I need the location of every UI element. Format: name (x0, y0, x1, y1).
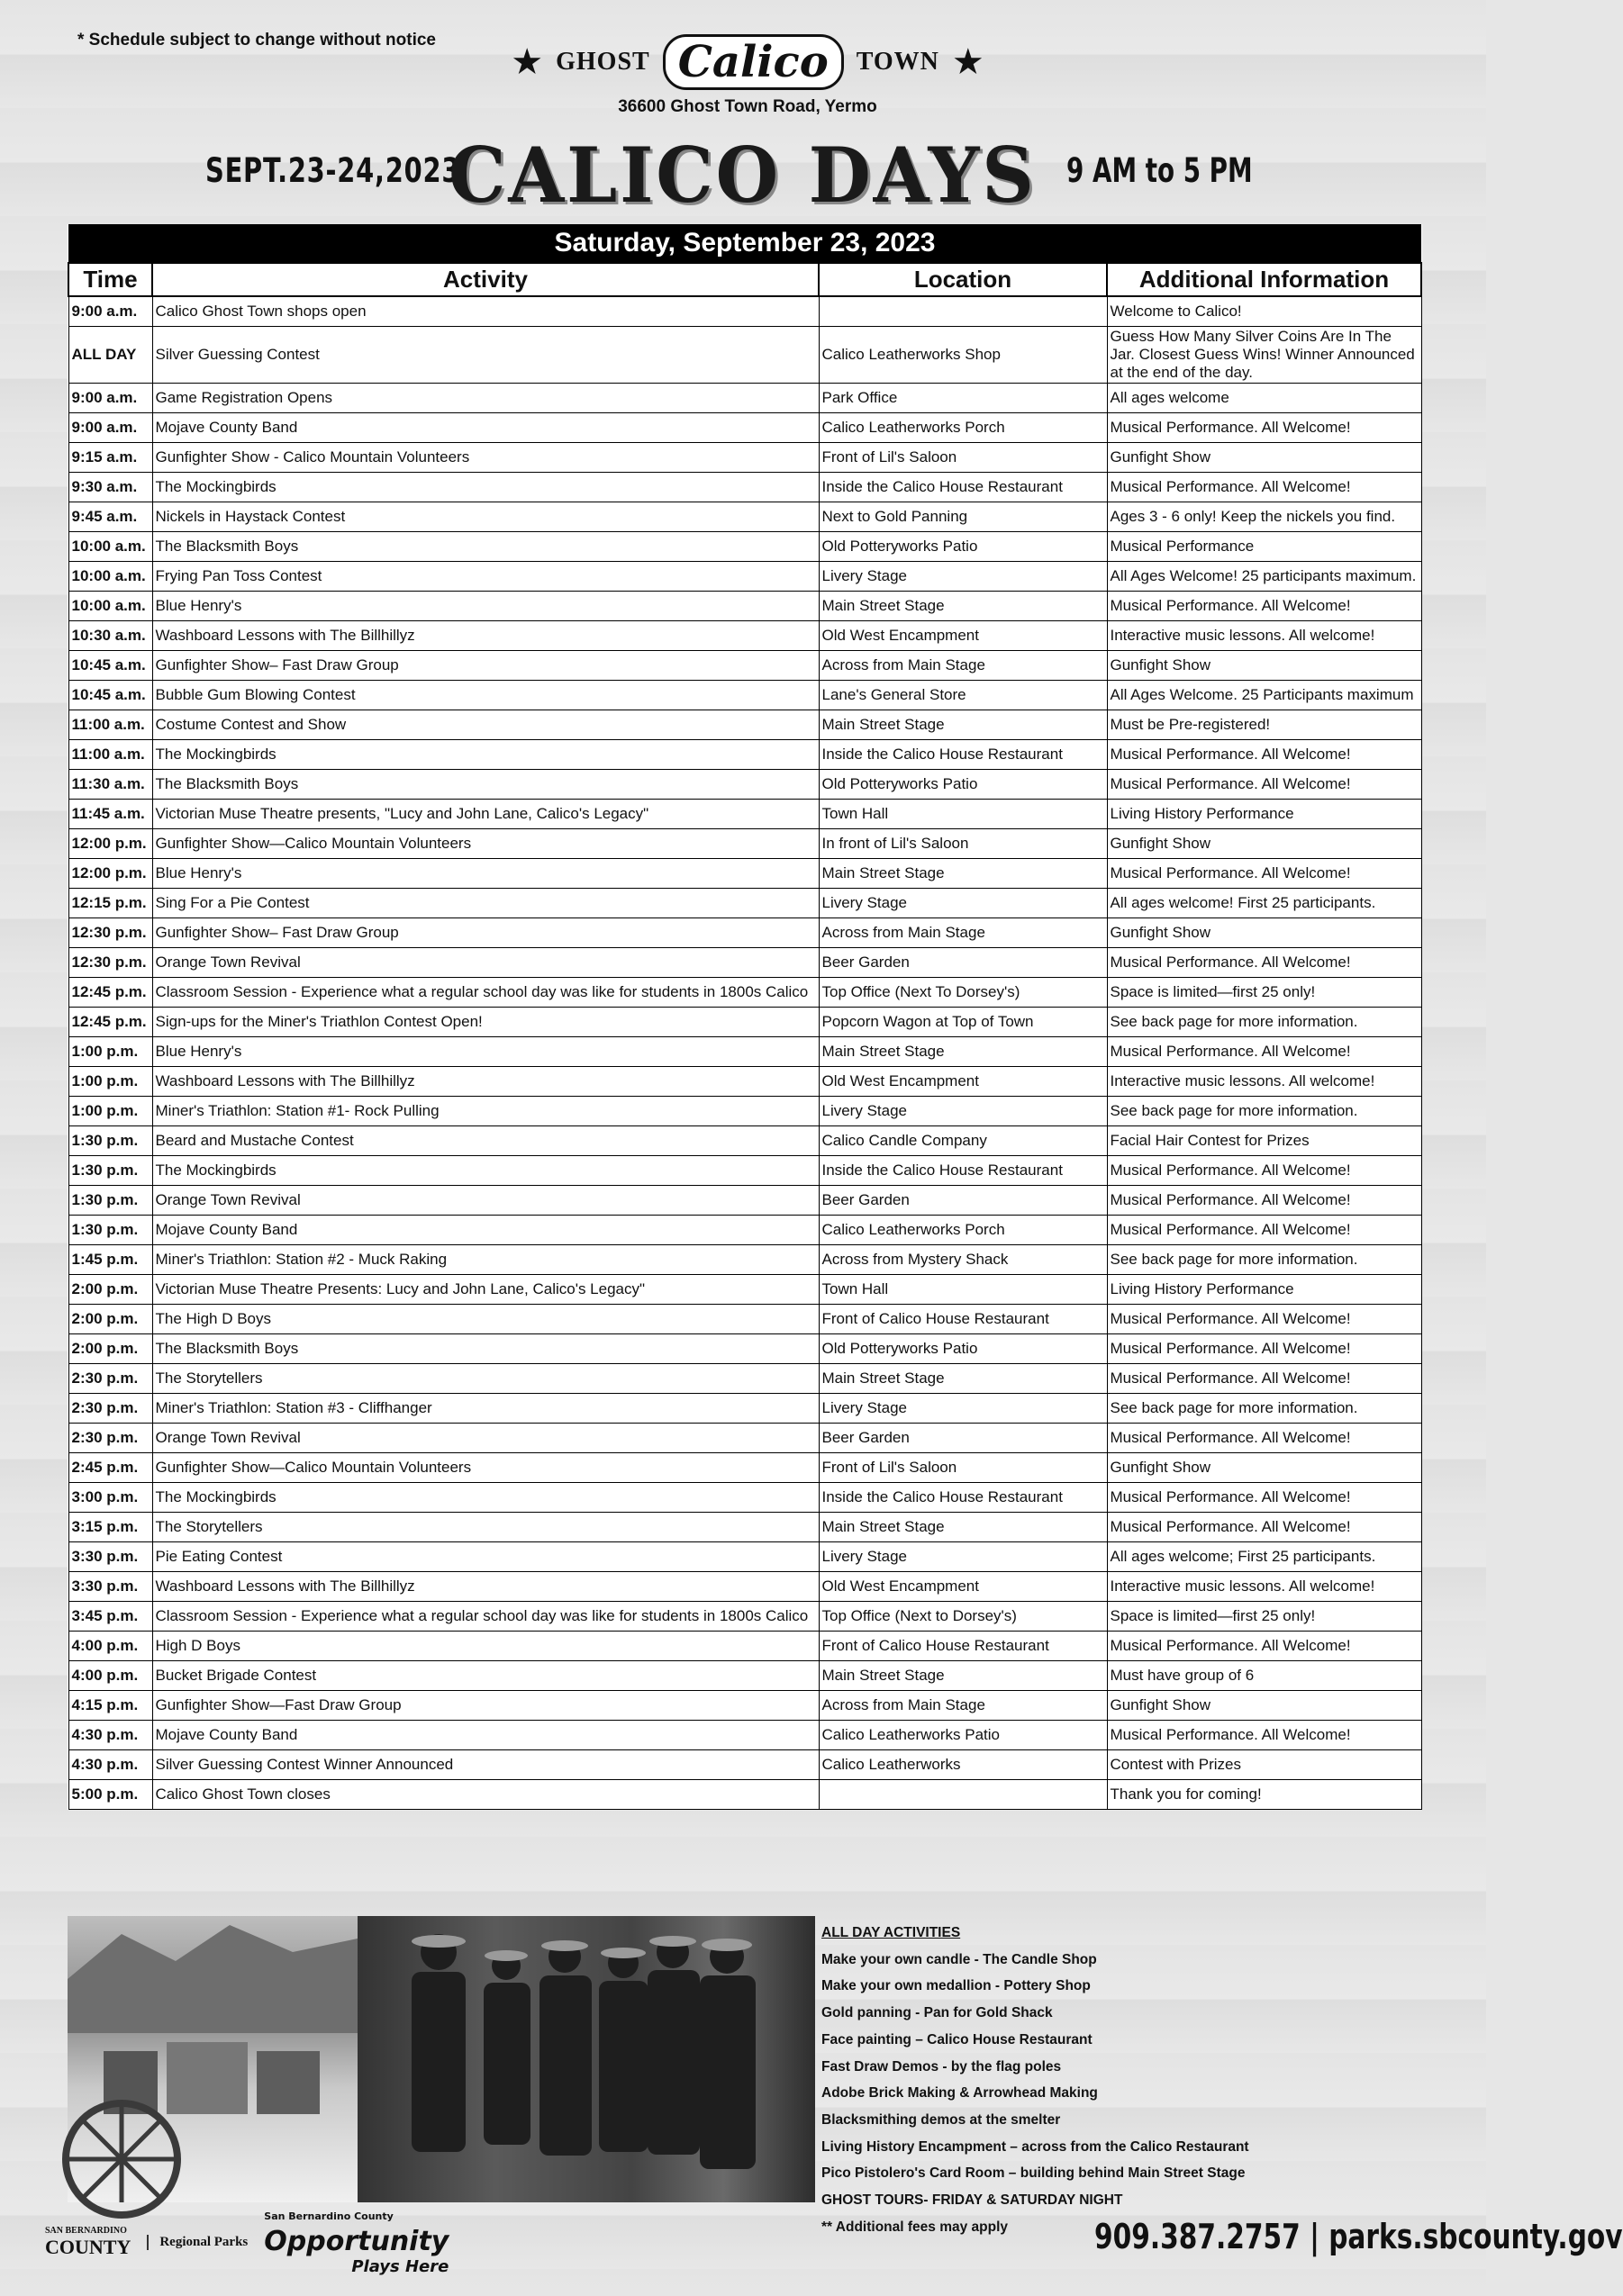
time-cell: 1:00 p.m. (68, 1067, 152, 1097)
info-cell: See back page for more information. (1107, 1097, 1421, 1126)
time-cell: 1:30 p.m. (68, 1216, 152, 1245)
info-cell: Musical Performance. All Welcome! (1107, 948, 1421, 978)
info-cell: Musical Performance (1107, 532, 1421, 562)
activity-cell: Classroom Session - Experience what a regular school day was like for students in 1800s Calico (152, 1602, 819, 1632)
table-row (68, 1394, 1421, 1424)
table-row (68, 1245, 1421, 1275)
address: 36600 Ghost Town Road, Yermo (618, 97, 877, 116)
table-row (68, 1424, 1421, 1453)
info-cell: Gunfight Show (1107, 1691, 1421, 1721)
activity-cell: Washboard Lessons with The Billhillyz (152, 1572, 819, 1602)
activity-cell: Game Registration Opens (152, 384, 819, 413)
time-cell: 10:00 a.m. (68, 562, 152, 592)
activity-item: Make your own medallion - Pottery Shop (821, 1978, 1091, 1994)
time-cell: 9:00 a.m. (68, 384, 152, 413)
event-hours: 9 AM to 5 PM (1066, 151, 1253, 190)
activity-cell: Silver Guessing Contest Winner Announced (152, 1750, 819, 1780)
activity-cell: Calico Ghost Town shops open (152, 296, 819, 327)
info-cell: Musical Performance. All Welcome! (1107, 1186, 1421, 1216)
time-cell: 11:00 a.m. (68, 740, 152, 770)
table-row (68, 889, 1421, 918)
table-row (68, 562, 1421, 592)
activity-item: Gold panning - Pan for Gold Shack (821, 2005, 1053, 2021)
time-cell: 2:30 p.m. (68, 1364, 152, 1394)
activity-cell: The Blacksmith Boys (152, 770, 819, 800)
table-row (68, 1216, 1421, 1245)
time-cell: 2:00 p.m. (68, 1275, 152, 1305)
activity-cell: The Blacksmith Boys (152, 1334, 819, 1364)
info-cell: Gunfight Show (1107, 829, 1421, 859)
location-cell: Next to Gold Panning (819, 502, 1107, 532)
location-cell: Calico Leatherworks Porch (819, 413, 1107, 443)
time-cell: 10:00 a.m. (68, 592, 152, 621)
event-dates: SEPT.23-24,2023 (205, 151, 461, 190)
activity-cell: Blue Henry's (152, 859, 819, 889)
table-row (68, 1513, 1421, 1542)
time-cell: 9:00 a.m. (68, 296, 152, 327)
activity-cell: Gunfighter Show– Fast Draw Group (152, 918, 819, 948)
time-cell: 2:45 p.m. (68, 1453, 152, 1483)
location-cell: Across from Mystery Shack (819, 1245, 1107, 1275)
table-row (68, 948, 1421, 978)
activity-cell: Nickels in Haystack Contest (152, 502, 819, 532)
activity-item: Adobe Brick Making & Arrowhead Making (821, 2085, 1098, 2102)
info-cell: Musical Performance. All Welcome! (1107, 1483, 1421, 1513)
miners-photo (358, 1916, 815, 2202)
info-cell: Welcome to Calico! (1107, 296, 1421, 327)
activity-cell: The Mockingbirds (152, 1156, 819, 1186)
location-cell: Popcorn Wagon at Top of Town (819, 1008, 1107, 1037)
opp-word: Opportunity (264, 2226, 449, 2257)
info-cell: Living History Performance (1107, 800, 1421, 829)
activity-item: ** Additional fees may apply (821, 2219, 1009, 2235)
time-cell: 12:15 p.m. (68, 889, 152, 918)
location-cell: Calico Candle Company (819, 1126, 1107, 1156)
activity-cell: Miner's Triathlon: Station #1- Rock Pulling (152, 1097, 819, 1126)
time-cell: 3:15 p.m. (68, 1513, 152, 1542)
page-title: CALICO DAYS (449, 131, 1037, 220)
activity-cell: Victorian Muse Theatre Presents: Lucy and John Lane, Calico's Legacy" (152, 1275, 819, 1305)
info-cell: Contest with Prizes (1107, 1750, 1421, 1780)
location-cell: Main Street Stage (819, 859, 1107, 889)
time-cell: 4:15 p.m. (68, 1691, 152, 1721)
info-cell: Musical Performance. All Welcome! (1107, 1424, 1421, 1453)
time-cell: 4:00 p.m. (68, 1632, 152, 1661)
location-cell: Calico Leatherworks Shop (819, 327, 1107, 384)
activity-item: Blacksmithing demos at the smelter (821, 2111, 1061, 2128)
info-cell: Musical Performance. All Welcome! (1107, 413, 1421, 443)
table-row (68, 1067, 1421, 1097)
location-cell: Beer Garden (819, 1186, 1107, 1216)
location-cell: Town Hall (819, 800, 1107, 829)
time-cell: 4:30 p.m. (68, 1750, 152, 1780)
activity-item: Living History Encampment – across from the Calico Restaurant (821, 2138, 1249, 2155)
location-cell: Inside the Calico House Restaurant (819, 1156, 1107, 1186)
time-cell: 2:00 p.m. (68, 1334, 152, 1364)
sponsor-logos (45, 2204, 449, 2280)
activity-cell: Orange Town Revival (152, 1186, 819, 1216)
table-row (68, 1364, 1421, 1394)
time-cell: 10:30 a.m. (68, 621, 152, 651)
time-cell: 9:45 a.m. (68, 502, 152, 532)
table-row (68, 532, 1421, 562)
location-cell: Calico Leatherworks Patio (819, 1721, 1107, 1750)
time-cell: 12:30 p.m. (68, 948, 152, 978)
activity-cell: Gunfighter Show—Calico Mountain Volunteers (152, 829, 819, 859)
location-cell: Main Street Stage (819, 592, 1107, 621)
col-header-time: Time (68, 263, 152, 296)
info-cell: Musical Performance. All Welcome! (1107, 740, 1421, 770)
contact-info: 909.387.2757 | parks.sbcounty.gov (1094, 2217, 1623, 2256)
info-cell: See back page for more information. (1107, 1008, 1421, 1037)
location-cell: Main Street Stage (819, 1037, 1107, 1067)
location-cell: Across from Main Stage (819, 918, 1107, 948)
regional-parks-logo: Regional Parks (147, 2235, 248, 2250)
activity-cell: Classroom Session - Experience what a regular school day was like for students in 1800s Calico (152, 978, 819, 1008)
location-cell (819, 296, 1107, 327)
location-cell: Beer Garden (819, 1424, 1107, 1453)
info-cell: Must have group of 6 (1107, 1661, 1421, 1691)
info-cell: Thank you for coming! (1107, 1780, 1421, 1810)
info-cell: Musical Performance. All Welcome! (1107, 1334, 1421, 1364)
table-row (68, 1542, 1421, 1572)
time-cell: 1:45 p.m. (68, 1245, 152, 1275)
table-row (68, 621, 1421, 651)
location-cell: Old Potteryworks Patio (819, 532, 1107, 562)
table-row (68, 710, 1421, 740)
info-cell: Space is limited—first 25 only! (1107, 1602, 1421, 1632)
location-cell: Across from Main Stage (819, 1691, 1107, 1721)
table-row (68, 1305, 1421, 1334)
location-cell (819, 1780, 1107, 1810)
location-cell: Old West Encampment (819, 1572, 1107, 1602)
time-cell: 4:30 p.m. (68, 1721, 152, 1750)
all-day-heading: ALL DAY ACTIVITIES (821, 1925, 961, 1940)
info-cell: Musical Performance. All Welcome! (1107, 859, 1421, 889)
county-logo (45, 2226, 131, 2259)
table-row (68, 1097, 1421, 1126)
location-cell: Beer Garden (819, 948, 1107, 978)
time-cell: 12:00 p.m. (68, 829, 152, 859)
activity-cell: Sing For a Pie Contest (152, 889, 819, 918)
time-cell: 11:45 a.m. (68, 800, 152, 829)
location-cell: Main Street Stage (819, 1513, 1107, 1542)
activity-cell: Gunfighter Show—Fast Draw Group (152, 1691, 819, 1721)
activity-item: Fast Draw Demos - by the flag poles (821, 2058, 1062, 2075)
opportunity-logo (264, 2204, 449, 2280)
table-row (68, 770, 1421, 800)
activity-cell: Pie Eating Contest (152, 1542, 819, 1572)
location-cell: Livery Stage (819, 562, 1107, 592)
star-icon: ★ (951, 42, 984, 82)
table-row (68, 1750, 1421, 1780)
day-title: Saturday, September 23, 2023 (68, 224, 1421, 263)
table-row (68, 1632, 1421, 1661)
activity-item: Face painting – Calico House Restaurant (821, 2031, 1093, 2047)
time-cell: 2:30 p.m. (68, 1394, 152, 1424)
star-icon: ★ (511, 42, 544, 82)
logo-ghost: GHOST (556, 48, 650, 76)
time-cell: 11:30 a.m. (68, 770, 152, 800)
table-row (68, 978, 1421, 1008)
time-cell: 3:30 p.m. (68, 1542, 152, 1572)
table-row (68, 473, 1421, 502)
time-cell: 12:45 p.m. (68, 1008, 152, 1037)
info-cell: Gunfight Show (1107, 443, 1421, 473)
time-cell: 3:45 p.m. (68, 1602, 152, 1632)
time-cell: 9:15 a.m. (68, 443, 152, 473)
table-row (68, 327, 1421, 384)
activity-cell: Gunfighter Show—Calico Mountain Volunteers (152, 1453, 819, 1483)
info-cell: Musical Performance. All Welcome! (1107, 473, 1421, 502)
info-cell: Musical Performance. All Welcome! (1107, 1216, 1421, 1245)
table-row (68, 1453, 1421, 1483)
time-cell: 4:00 p.m. (68, 1661, 152, 1691)
activity-cell: Orange Town Revival (152, 948, 819, 978)
activity-cell: Washboard Lessons with The Billhillyz (152, 1067, 819, 1097)
activity-cell: Bucket Brigade Contest (152, 1661, 819, 1691)
location-cell: Front of Lil's Saloon (819, 1453, 1107, 1483)
logo-town: TOWN (856, 48, 939, 76)
col-header-location: Location (819, 263, 1107, 296)
location-cell: Front of Lil's Saloon (819, 443, 1107, 473)
table-row (68, 592, 1421, 621)
location-cell: Front of Calico House Restaurant (819, 1305, 1107, 1334)
info-cell: Interactive music lessons. All welcome! (1107, 1067, 1421, 1097)
ghost-town-photo (68, 1916, 358, 2202)
all-day-activities (821, 1920, 1249, 2240)
opp-top: San Bernardino County (264, 2210, 394, 2222)
table-row (68, 651, 1421, 681)
location-cell: Old West Encampment (819, 1067, 1107, 1097)
location-cell: Inside the Calico House Restaurant (819, 1483, 1107, 1513)
col-header-activity: Activity (152, 263, 819, 296)
info-cell: All ages welcome! First 25 participants. (1107, 889, 1421, 918)
activity-cell: The Mockingbirds (152, 740, 819, 770)
time-cell: 10:45 a.m. (68, 651, 152, 681)
time-cell: 5:00 p.m. (68, 1780, 152, 1810)
info-cell: Gunfight Show (1107, 651, 1421, 681)
info-cell: See back page for more information. (1107, 1245, 1421, 1275)
info-cell: Interactive music lessons. All welcome! (1107, 1572, 1421, 1602)
table-row (68, 800, 1421, 829)
location-cell: Old Potteryworks Patio (819, 770, 1107, 800)
time-cell: 9:00 a.m. (68, 413, 152, 443)
table-row (68, 296, 1421, 327)
activity-cell: Orange Town Revival (152, 1424, 819, 1453)
activity-cell: Sign-ups for the Miner's Triathlon Contest Open! (152, 1008, 819, 1037)
activity-cell: Mojave County Band (152, 1721, 819, 1750)
info-cell: All ages welcome; First 25 participants. (1107, 1542, 1421, 1572)
info-cell: Facial Hair Contest for Prizes (1107, 1126, 1421, 1156)
table-row (68, 1483, 1421, 1513)
location-cell: Calico Leatherworks (819, 1750, 1107, 1780)
table-row (68, 1780, 1421, 1810)
time-cell: 1:30 p.m. (68, 1156, 152, 1186)
activity-cell: Miner's Triathlon: Station #2 - Muck Raking (152, 1245, 819, 1275)
info-cell: Musical Performance. All Welcome! (1107, 1305, 1421, 1334)
activity-cell: The Mockingbirds (152, 1483, 819, 1513)
location-cell: Calico Leatherworks Porch (819, 1216, 1107, 1245)
activity-cell: Washboard Lessons with The Billhillyz (152, 621, 819, 651)
location-cell: In front of Lil's Saloon (819, 829, 1107, 859)
table-row (68, 1334, 1421, 1364)
logo-calico: Calico (663, 34, 844, 90)
table-row (68, 1275, 1421, 1305)
time-cell: 3:00 p.m. (68, 1483, 152, 1513)
activity-item: Pico Pistolero's Card Room – building behind Main Street Stage (821, 2165, 1246, 2182)
table-row (68, 413, 1421, 443)
activity-cell: Mojave County Band (152, 413, 819, 443)
activity-cell: Gunfighter Show - Calico Mountain Volunteers (152, 443, 819, 473)
location-cell: Main Street Stage (819, 1661, 1107, 1691)
table-row (68, 1156, 1421, 1186)
location-cell: Inside the Calico House Restaurant (819, 740, 1107, 770)
time-cell: 12:00 p.m. (68, 859, 152, 889)
info-cell: Space is limited—first 25 only! (1107, 978, 1421, 1008)
info-cell: Musical Performance. All Welcome! (1107, 1364, 1421, 1394)
time-cell: 1:30 p.m. (68, 1126, 152, 1156)
activity-cell: The Storytellers (152, 1513, 819, 1542)
info-cell: Musical Performance. All Welcome! (1107, 1632, 1421, 1661)
activity-cell: Blue Henry's (152, 1037, 819, 1067)
schedule-notice: * Schedule subject to change without notice (77, 31, 436, 50)
location-cell: Top Office (Next To Dorsey's) (819, 978, 1107, 1008)
location-cell: Lane's General Store (819, 681, 1107, 710)
location-cell: Town Hall (819, 1275, 1107, 1305)
table-row (68, 502, 1421, 532)
info-cell: Musical Performance. All Welcome! (1107, 1037, 1421, 1067)
table-row (68, 1008, 1421, 1037)
activity-cell: Miner's Triathlon: Station #3 - Cliffhanger (152, 1394, 819, 1424)
time-cell: 12:45 p.m. (68, 978, 152, 1008)
activity-cell: The High D Boys (152, 1305, 819, 1334)
table-row (68, 1661, 1421, 1691)
table-row (68, 1037, 1421, 1067)
activity-cell: Bubble Gum Blowing Contest (152, 681, 819, 710)
table-row (68, 1602, 1421, 1632)
time-cell: 1:00 p.m. (68, 1037, 152, 1067)
activity-cell: The Mockingbirds (152, 473, 819, 502)
table-row (68, 829, 1421, 859)
info-cell: Musical Performance. All Welcome! (1107, 1156, 1421, 1186)
table-row (68, 1186, 1421, 1216)
activity-cell: Victorian Muse Theatre presents, "Lucy and John Lane, Calico's Legacy" (152, 800, 819, 829)
activity-cell: Gunfighter Show– Fast Draw Group (152, 651, 819, 681)
info-cell: Musical Performance. All Welcome! (1107, 770, 1421, 800)
activity-cell: The Storytellers (152, 1364, 819, 1394)
info-cell: Ages 3 - 6 only! Keep the nickels you find. (1107, 502, 1421, 532)
location-cell: Livery Stage (819, 889, 1107, 918)
table-row (68, 1721, 1421, 1750)
time-cell: 10:00 a.m. (68, 532, 152, 562)
location-cell: Inside the Calico House Restaurant (819, 473, 1107, 502)
time-cell: 10:45 a.m. (68, 681, 152, 710)
table-row (68, 1572, 1421, 1602)
activity-cell: Costume Contest and Show (152, 710, 819, 740)
activity-cell: Silver Guessing Contest (152, 327, 819, 384)
info-cell: All ages welcome (1107, 384, 1421, 413)
info-cell: All Ages Welcome. 25 Participants maximum (1107, 681, 1421, 710)
table-row (68, 384, 1421, 413)
location-cell: Top Office (Next to Dorsey's) (819, 1602, 1107, 1632)
table-row (68, 918, 1421, 948)
time-cell: 1:00 p.m. (68, 1097, 152, 1126)
location-cell: Old Potteryworks Patio (819, 1334, 1107, 1364)
activity-cell: Frying Pan Toss Contest (152, 562, 819, 592)
location-cell: Main Street Stage (819, 710, 1107, 740)
time-cell: 9:30 a.m. (68, 473, 152, 502)
time-cell: 2:30 p.m. (68, 1424, 152, 1453)
location-cell: Livery Stage (819, 1394, 1107, 1424)
activity-cell: Mojave County Band (152, 1216, 819, 1245)
time-cell: 12:30 p.m. (68, 918, 152, 948)
time-cell: 2:00 p.m. (68, 1305, 152, 1334)
info-cell: Musical Performance. All Welcome! (1107, 1721, 1421, 1750)
location-cell: Park Office (819, 384, 1107, 413)
info-cell: All Ages Welcome! 25 participants maximum. (1107, 562, 1421, 592)
time-cell: 1:30 p.m. (68, 1186, 152, 1216)
table-row (68, 1126, 1421, 1156)
ghost-town-logo (511, 20, 984, 126)
county-top: SAN BERNARDINO (45, 2225, 127, 2236)
table-row (68, 740, 1421, 770)
info-cell: See back page for more information. (1107, 1394, 1421, 1424)
opp-sub: Plays Here (351, 2257, 449, 2276)
location-cell: Across from Main Stage (819, 651, 1107, 681)
activity-cell: High D Boys (152, 1632, 819, 1661)
info-cell: Gunfight Show (1107, 918, 1421, 948)
activity-item: GHOST TOURS- FRIDAY & SATURDAY NIGHT (821, 2192, 1123, 2209)
info-cell: Must be Pre-registered! (1107, 710, 1421, 740)
info-cell: Gunfight Show (1107, 1453, 1421, 1483)
location-cell: Old West Encampment (819, 621, 1107, 651)
info-cell: Interactive music lessons. All welcome! (1107, 621, 1421, 651)
table-row (68, 681, 1421, 710)
table-row (68, 443, 1421, 473)
info-cell: Musical Performance. All Welcome! (1107, 592, 1421, 621)
table-row (68, 859, 1421, 889)
activity-cell: Beard and Mustache Contest (152, 1126, 819, 1156)
time-cell: 3:30 p.m. (68, 1572, 152, 1602)
time-cell: ALL DAY (68, 327, 152, 384)
activity-cell: Blue Henry's (152, 592, 819, 621)
location-cell: Livery Stage (819, 1097, 1107, 1126)
time-cell: 11:00 a.m. (68, 710, 152, 740)
info-cell: Living History Performance (1107, 1275, 1421, 1305)
location-cell: Livery Stage (819, 1542, 1107, 1572)
location-cell: Front of Calico House Restaurant (819, 1632, 1107, 1661)
county-name: COUNTY (45, 2235, 131, 2258)
table-row (68, 1691, 1421, 1721)
activity-cell: The Blacksmith Boys (152, 532, 819, 562)
activity-item: Make your own candle - The Candle Shop (821, 1951, 1097, 1967)
schedule-table (68, 224, 1422, 1810)
info-cell: Musical Performance. All Welcome! (1107, 1513, 1421, 1542)
location-cell: Main Street Stage (819, 1364, 1107, 1394)
activity-cell: Calico Ghost Town closes (152, 1780, 819, 1810)
col-header-info: Additional Information (1107, 263, 1421, 296)
info-cell: Guess How Many Silver Coins Are In The Jar. Closest Guess Wins! Winner Announced at the end of the day. (1107, 327, 1421, 384)
